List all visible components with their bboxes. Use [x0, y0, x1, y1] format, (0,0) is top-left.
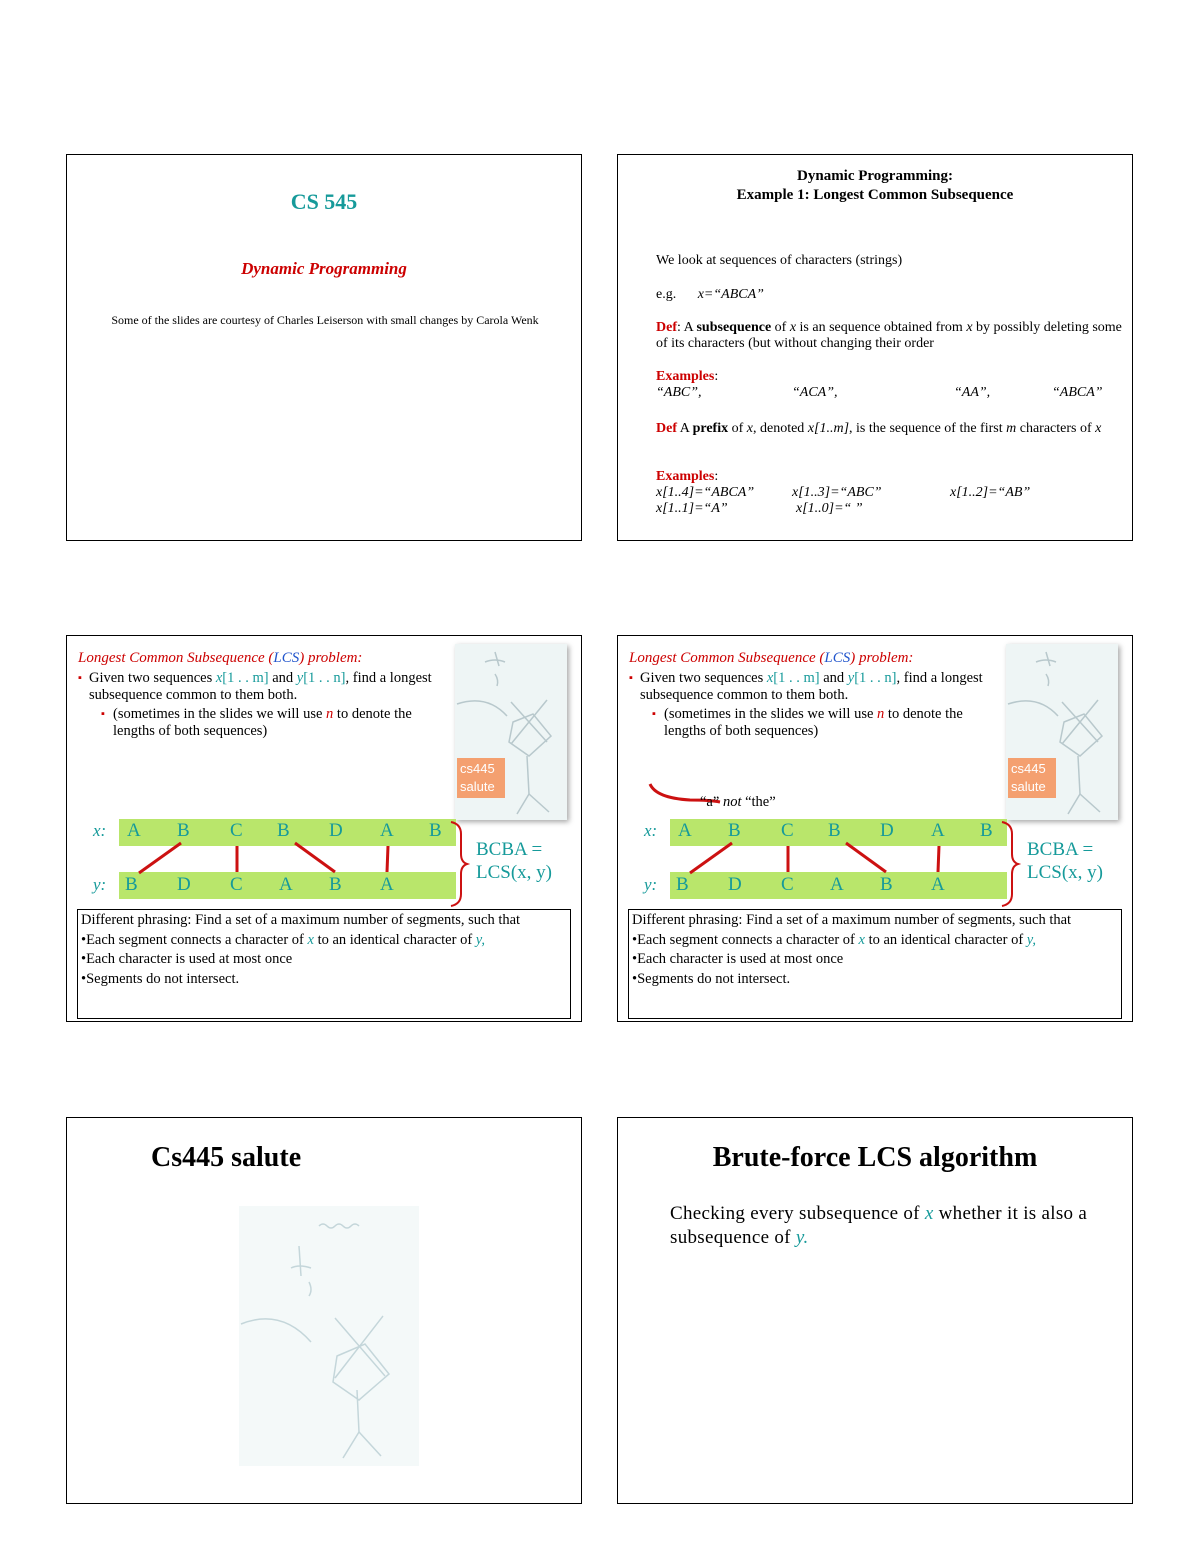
bullet-sometimes-n: ▪ (sometimes in the slides we will use n to denote the lengths of both sequences) [101, 706, 412, 739]
prefix-example: x[1..0]=“ ” [796, 501, 863, 516]
phrasing-line: Different phrasing: Find a set of a maximum number of segments, such that [632, 912, 1072, 928]
phrasing-line: •Each segment connects a character of x to an identical character of y, [81, 931, 486, 948]
example-line [656, 287, 1126, 303]
bullet-icon: ▪ [101, 708, 105, 720]
x-char: B [728, 820, 741, 841]
x-char: A [380, 820, 394, 841]
lcs-result [1027, 838, 1103, 884]
brute-force-description: Checking every subsequence of x whether it is also a subsequence of y. [670, 1203, 1088, 1248]
lcs-result-line-2: LCS(x, y) [476, 862, 552, 883]
examples-label-2: Examples: [656, 469, 719, 484]
photo-caption: cs445 salute [457, 758, 505, 798]
y-char: D [728, 874, 742, 895]
y-label: y: [644, 875, 658, 894]
x-label: x: [93, 821, 107, 840]
x-char: D [329, 820, 343, 841]
a-not-the-note: “a” not “the” [700, 794, 776, 810]
def-label: Def [656, 320, 677, 335]
y-char: D [177, 874, 191, 895]
slide-lcs-problem [66, 635, 582, 1022]
y-char: B [125, 874, 138, 895]
term-subsequence: subsequence [696, 320, 772, 335]
stick-figure-drawing [239, 1206, 419, 1466]
match-segment-b [690, 843, 732, 873]
phrasing-line: •Each character is used at most once [81, 951, 293, 967]
y-label: y: [93, 875, 107, 894]
y-char: A [279, 874, 293, 895]
y-char: B [329, 874, 342, 895]
slide-title [66, 154, 582, 541]
y-char: C [781, 874, 794, 895]
match-segment-a [938, 846, 939, 872]
bullet-icon: ▪ [652, 708, 656, 720]
y-char: C [230, 874, 243, 895]
phrasing-line: Different phrasing: Find a set of a maximum number of segments, such that [81, 912, 521, 928]
bullet-given-sequences: ▪ Given two sequences x[1 . . m] and y[1 . . n], find a longest subsequence common to them both. [629, 670, 983, 703]
examples-list-2 [656, 485, 1126, 521]
bullet-sometimes-n: ▪ (sometimes in the slides we will use n to denote the lengths of both sequences) [652, 706, 963, 739]
x-char: B [277, 820, 290, 841]
heading-line-1: Dynamic Programming: [797, 168, 953, 184]
lcs-problem-title: Longest Common Subsequence (LCS) problem: [629, 650, 914, 666]
salute-title: Cs445 salute [151, 1142, 302, 1173]
y-char: B [880, 874, 893, 895]
match-segment-b2 [295, 843, 335, 872]
prefix-example: x[1..1]=“A” [656, 501, 728, 516]
prefix-example: x[1..2]=“AB” [950, 485, 1031, 500]
x-char: A [678, 820, 692, 841]
lcs-abbrev: LCS [273, 650, 300, 666]
bullet-given-sequences: ▪ Given two sequences x[1 . . m] and y[1 . . n], find a longest subsequence common to them both. [78, 670, 432, 703]
courtesy-note: Some of the slides are courtesy of Charles Leiserson with small changes by Carola Wenk [111, 313, 539, 327]
match-segment-b2 [846, 843, 886, 872]
example-item: “AA”, [954, 385, 991, 400]
x-char: B [177, 820, 190, 841]
eg-value: x=“ABCA” [697, 287, 764, 302]
lcs-result-line-1: BCBA = [1027, 839, 1094, 860]
prefix-example: x[1..3]=“ABC” [792, 485, 882, 500]
phrasing-line: •Each segment connects a character of x to an identical character of y, [632, 931, 1037, 948]
y-char: A [380, 874, 394, 895]
different-phrasing-box [77, 909, 571, 1019]
examples-label-1: Examples: [656, 369, 719, 384]
phrasing-line: •Segments do not intersect. [81, 970, 240, 987]
intro-text: We look at sequences of characters (strings) [656, 253, 903, 268]
x-char: A [931, 820, 945, 841]
lcs-problem-title: Longest Common Subsequence (LCS) problem: [78, 650, 363, 666]
slide-salute [66, 1117, 582, 1504]
brace-icon [1002, 822, 1018, 906]
heading-line-2: Example 1: Longest Common Subsequence [736, 187, 1014, 203]
example-item: “ACA”, [792, 385, 838, 400]
x-char: D [880, 820, 894, 841]
phrasing-line: •Segments do not intersect. [632, 970, 791, 987]
eg-label: e.g. [656, 287, 677, 302]
bullet-icon: ▪ [629, 672, 633, 684]
photo-caption: cs445 salute [1008, 758, 1056, 798]
x-char: C [230, 820, 243, 841]
slide-lcs-definitions [617, 154, 1133, 541]
lcs-result-line-1: BCBA = [476, 839, 543, 860]
y-char: A [830, 874, 844, 895]
term-prefix: prefix [692, 421, 729, 436]
slide-heading [618, 167, 1132, 205]
course-title: CS 545 [290, 189, 358, 214]
brute-force-title: Brute-force LCS algorithm [712, 1142, 1038, 1173]
lcs-result-line-2: LCS(x, y) [1027, 862, 1103, 883]
brace-icon [451, 822, 467, 906]
lcs-abbrev: LCS [824, 650, 851, 666]
x-char: C [781, 820, 794, 841]
examples-list-1 [656, 385, 1126, 403]
y-char: B [676, 874, 689, 895]
slide-lcs-problem-annotated [617, 635, 1133, 1022]
x-char: B [429, 820, 442, 841]
example-item: “ABCA” [1052, 385, 1103, 400]
slide-brute-force [617, 1117, 1133, 1504]
match-segment-a [387, 846, 388, 872]
x-label: x: [644, 821, 658, 840]
example-item: “ABC”, [656, 385, 702, 400]
definition-subsequence: Def: A subsequence of x is an sequence obtained from x by possibly deleting some of its characters (but without changing their order [656, 320, 1122, 351]
different-phrasing-box [628, 909, 1122, 1019]
x-char: B [828, 820, 841, 841]
definition-prefix: Def A prefix of x, denoted x[1..m], is the sequence of the first m characters of x [656, 421, 1102, 436]
lcs-result [476, 838, 552, 884]
x-char: A [127, 820, 141, 841]
y-char: A [931, 874, 945, 895]
lecture-subtitle: Dynamic Programming [241, 259, 407, 278]
prefix-example: x[1..4]=“ABCA” [656, 485, 755, 500]
phrasing-line: •Each character is used at most once [632, 951, 844, 967]
bullet-icon: ▪ [78, 672, 82, 684]
match-segment-b [139, 843, 181, 873]
x-char: B [980, 820, 993, 841]
